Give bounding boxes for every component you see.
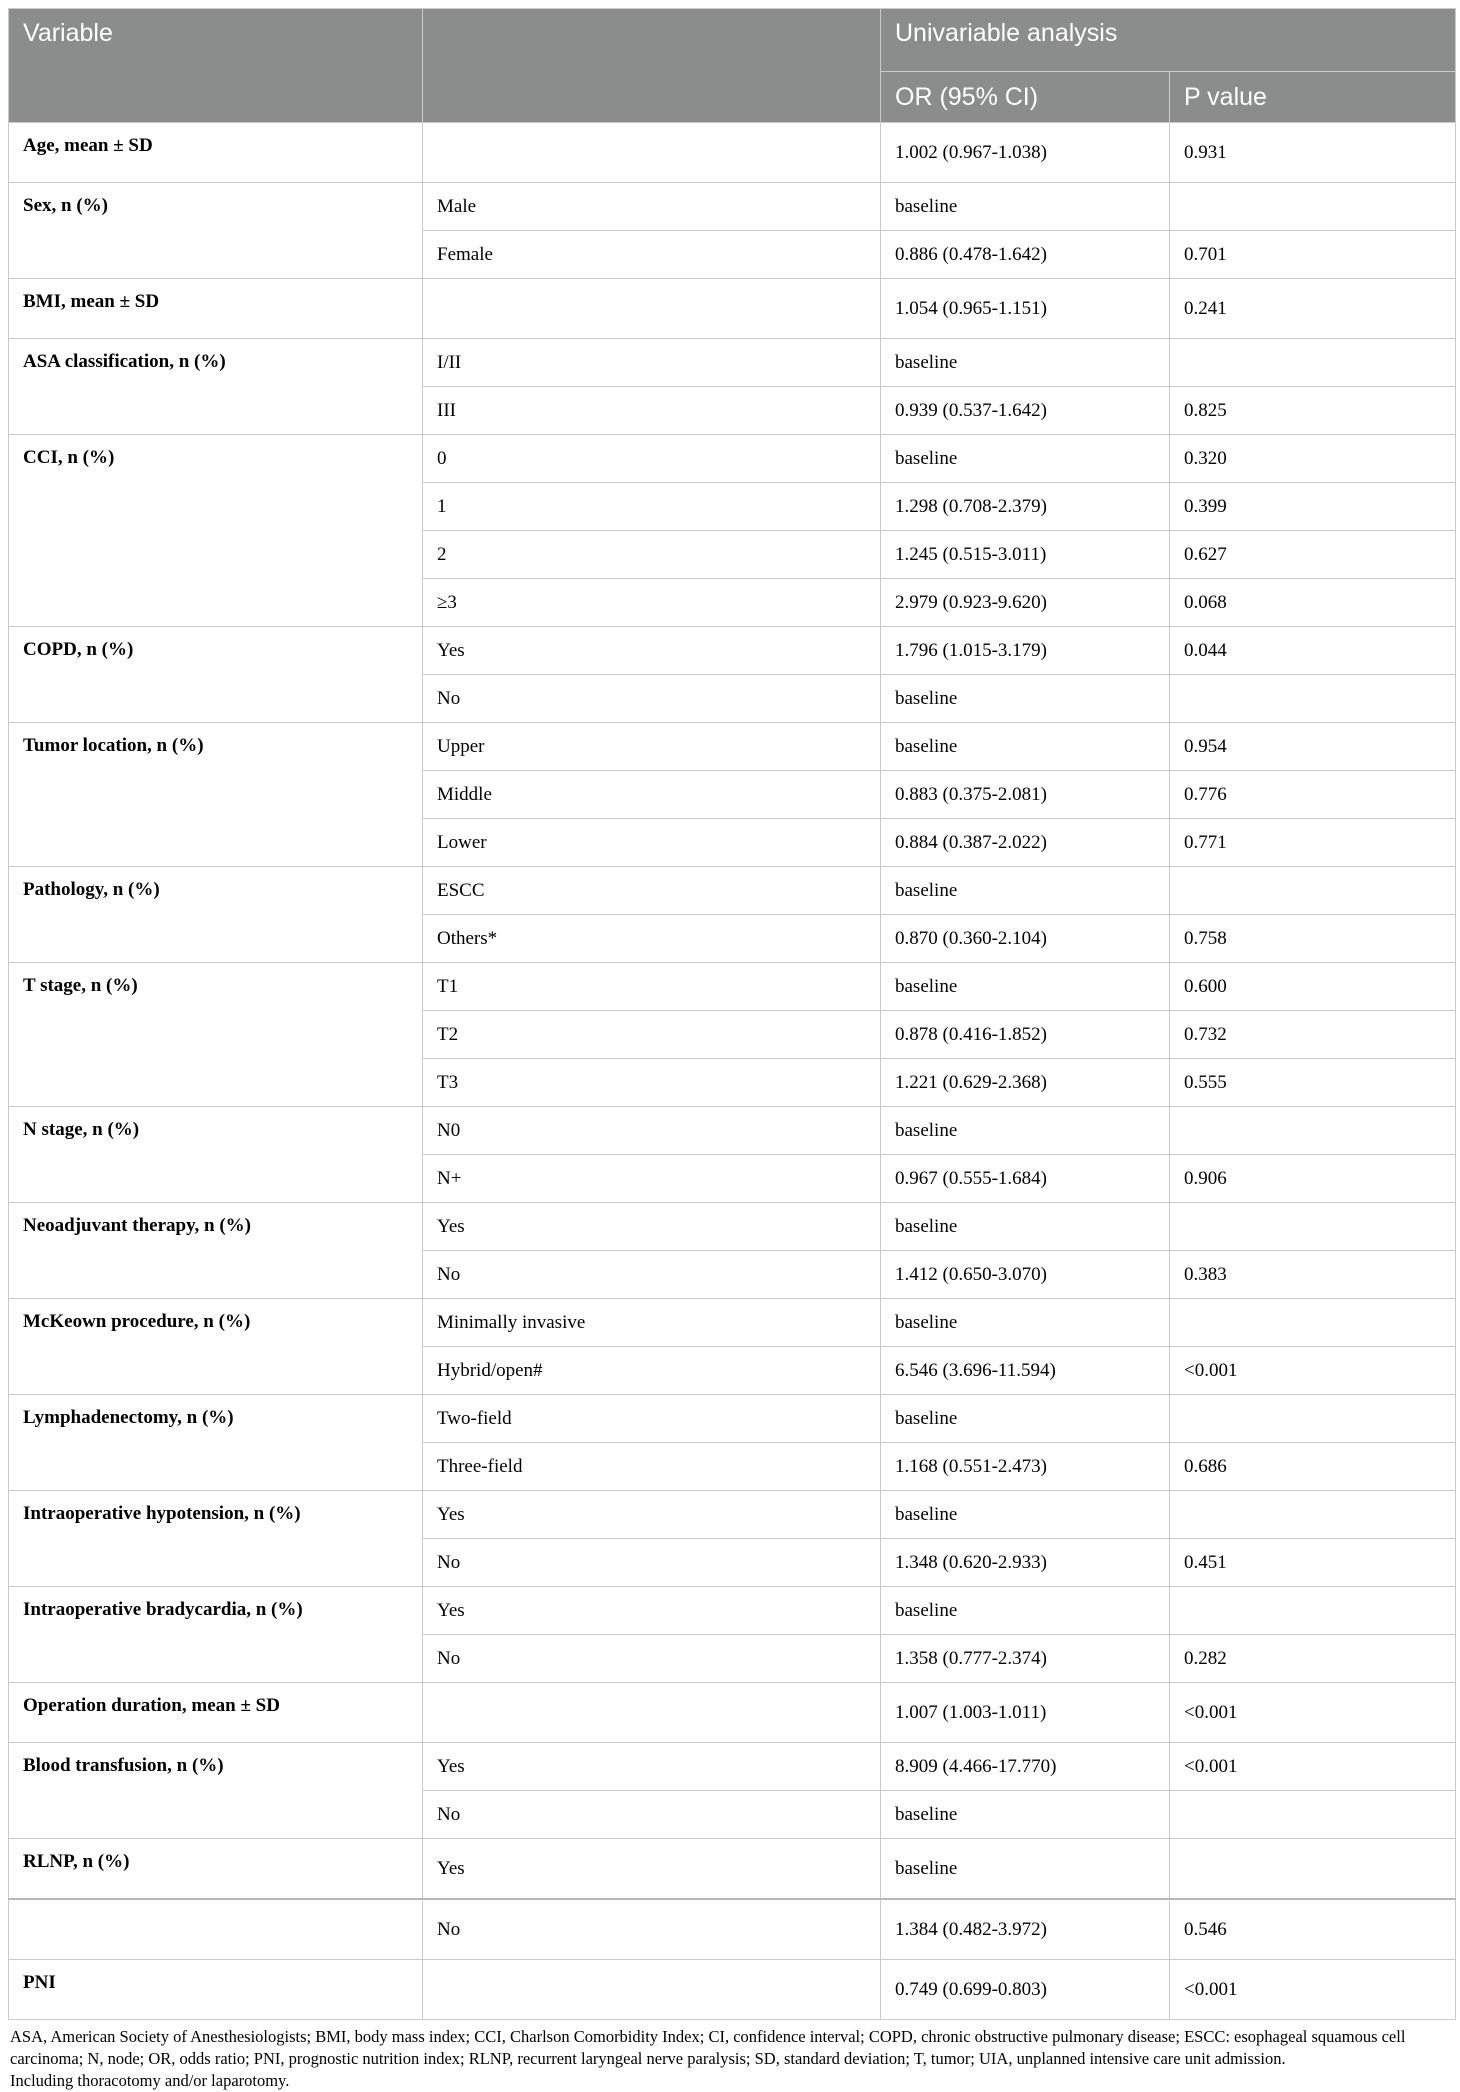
cell-subcategory: T2 [423, 1011, 881, 1059]
cell-p-value: <0.001 [1170, 1683, 1456, 1743]
cell-variable: Intraoperative hypotension, n (%) [9, 1491, 423, 1587]
cell-p-value: <0.001 [1170, 1347, 1456, 1395]
table-row [9, 867, 1456, 915]
cell-variable: BMI, mean ± SD [9, 279, 423, 339]
header-p-value: P value [1170, 72, 1456, 123]
cell-subcategory: Male [423, 183, 881, 231]
cell-subcategory: N+ [423, 1155, 881, 1203]
table-row [9, 963, 1456, 1011]
cell-subcategory: No [423, 1899, 881, 1960]
table-footnotes [8, 2026, 1457, 2092]
cell-p-value: <0.001 [1170, 1960, 1456, 2020]
cell-p-value [1170, 1107, 1456, 1155]
cell-variable: ASA classification, n (%) [9, 339, 423, 435]
cell-p-value: 0.954 [1170, 723, 1456, 771]
cell-p-value [1170, 867, 1456, 915]
cell-variable: Neoadjuvant therapy, n (%) [9, 1203, 423, 1299]
cell-p-value: 0.555 [1170, 1059, 1456, 1107]
table-row [9, 1683, 1456, 1743]
cell-p-value: 0.600 [1170, 963, 1456, 1011]
cell-p-value: 0.686 [1170, 1443, 1456, 1491]
cell-subcategory: Three-field [423, 1443, 881, 1491]
cell-or-ci: baseline [881, 183, 1170, 231]
cell-p-value [1170, 1491, 1456, 1539]
cell-or-ci: 0.883 (0.375-2.081) [881, 771, 1170, 819]
table-row [9, 279, 1456, 339]
cell-or-ci: baseline [881, 339, 1170, 387]
cell-p-value: 0.241 [1170, 279, 1456, 339]
cell-p-value: 0.931 [1170, 123, 1456, 183]
cell-subcategory: Upper [423, 723, 881, 771]
cell-variable: PNI [9, 1960, 423, 2020]
cell-or-ci: 1.221 (0.629-2.368) [881, 1059, 1170, 1107]
cell-subcategory: Yes [423, 627, 881, 675]
cell-or-ci: 0.870 (0.360-2.104) [881, 915, 1170, 963]
table-row [9, 1491, 1456, 1539]
cell-subcategory: Minimally invasive [423, 1299, 881, 1347]
cell-subcategory: I/II [423, 339, 881, 387]
cell-subcategory: No [423, 675, 881, 723]
header-variable: Variable [9, 9, 423, 123]
table-row [9, 1960, 1456, 2020]
cell-p-value [1170, 1587, 1456, 1635]
cell-subcategory: 0 [423, 435, 881, 483]
cell-subcategory: Yes [423, 1491, 881, 1539]
cell-subcategory: N0 [423, 1107, 881, 1155]
cell-p-value [1170, 675, 1456, 723]
cell-subcategory [423, 123, 881, 183]
univariable-analysis-table [8, 8, 1456, 2020]
cell-p-value: 0.282 [1170, 1635, 1456, 1683]
cell-variable: COPD, n (%) [9, 627, 423, 723]
table-row [9, 627, 1456, 675]
cell-variable: RLNP, n (%) [9, 1839, 423, 1900]
cell-subcategory: T3 [423, 1059, 881, 1107]
cell-subcategory: T1 [423, 963, 881, 1011]
cell-subcategory: No [423, 1635, 881, 1683]
cell-subcategory: Yes [423, 1839, 881, 1900]
cell-variable [9, 1899, 423, 1960]
cell-or-ci: 1.245 (0.515-3.011) [881, 531, 1170, 579]
cell-or-ci: 1.298 (0.708-2.379) [881, 483, 1170, 531]
cell-subcategory: ESCC [423, 867, 881, 915]
cell-variable: Operation duration, mean ± SD [9, 1683, 423, 1743]
cell-subcategory: No [423, 1539, 881, 1587]
cell-or-ci: 1.002 (0.967-1.038) [881, 123, 1170, 183]
cell-or-ci: 1.348 (0.620-2.933) [881, 1539, 1170, 1587]
cell-p-value [1170, 1203, 1456, 1251]
cell-p-value: 0.771 [1170, 819, 1456, 867]
table-row [9, 435, 1456, 483]
cell-subcategory: Yes [423, 1587, 881, 1635]
cell-variable: Pathology, n (%) [9, 867, 423, 963]
cell-or-ci: 1.796 (1.015-3.179) [881, 627, 1170, 675]
cell-subcategory: Middle [423, 771, 881, 819]
cell-or-ci: 0.749 (0.699-0.803) [881, 1960, 1170, 2020]
table-container [8, 8, 1455, 2092]
header-univariable-analysis: Univariable analysis [881, 9, 1456, 72]
table-row [9, 1899, 1456, 1960]
table-row [9, 183, 1456, 231]
cell-subcategory: Female [423, 231, 881, 279]
cell-p-value: 0.906 [1170, 1155, 1456, 1203]
cell-variable: CCI, n (%) [9, 435, 423, 627]
cell-p-value: 0.383 [1170, 1251, 1456, 1299]
cell-p-value: 0.044 [1170, 627, 1456, 675]
table-row [9, 1395, 1456, 1443]
cell-p-value: 0.627 [1170, 531, 1456, 579]
cell-p-value [1170, 1839, 1456, 1900]
cell-subcategory: No [423, 1791, 881, 1839]
cell-subcategory: 2 [423, 531, 881, 579]
cell-or-ci: 0.967 (0.555-1.684) [881, 1155, 1170, 1203]
cell-subcategory: Yes [423, 1203, 881, 1251]
cell-or-ci: baseline [881, 1107, 1170, 1155]
cell-variable: McKeown procedure, n (%) [9, 1299, 423, 1395]
cell-or-ci: 0.884 (0.387-2.022) [881, 819, 1170, 867]
cell-or-ci: baseline [881, 1587, 1170, 1635]
cell-subcategory [423, 1960, 881, 2020]
cell-subcategory: III [423, 387, 881, 435]
cell-or-ci: baseline [881, 723, 1170, 771]
cell-p-value [1170, 339, 1456, 387]
cell-or-ci: 8.909 (4.466-17.770) [881, 1743, 1170, 1791]
cell-p-value: 0.546 [1170, 1899, 1456, 1960]
footnote-hybrid-open: Including thoracotomy and/or laparotomy. [10, 2071, 290, 2090]
cell-subcategory: Yes [423, 1743, 881, 1791]
table-body [9, 123, 1456, 2020]
cell-variable: Tumor location, n (%) [9, 723, 423, 867]
table-row [9, 1299, 1456, 1347]
cell-subcategory: 1 [423, 483, 881, 531]
header-or-ci: OR (95% CI) [881, 72, 1170, 123]
cell-or-ci: baseline [881, 675, 1170, 723]
cell-p-value: 0.776 [1170, 771, 1456, 819]
cell-or-ci: baseline [881, 867, 1170, 915]
table-row [9, 1107, 1456, 1155]
cell-or-ci: 1.412 (0.650-3.070) [881, 1251, 1170, 1299]
cell-p-value: 0.701 [1170, 231, 1456, 279]
cell-p-value [1170, 1791, 1456, 1839]
cell-p-value [1170, 1395, 1456, 1443]
table-header [9, 9, 1456, 123]
cell-or-ci: baseline [881, 1299, 1170, 1347]
table-row [9, 1743, 1456, 1791]
footnote-abbreviations: ASA, American Society of Anesthesiologists; BMI, body mass index; CCI, Charlson Comorbidity Index; CI, confidence interval; COPD, chronic obstructive pulmonary disease; ESCC: esophageal squamous cell carcinoma; N, node; OR, odds ratio; PNI, prognostic nutrition index; RLNP, recurrent laryngeal nerve paralysis; SD, standard deviation; T, tumor; UIA, unplanned intensive care unit admission. [10, 2027, 1406, 2068]
table-row [9, 1587, 1456, 1635]
cell-or-ci: 1.358 (0.777-2.374) [881, 1635, 1170, 1683]
cell-subcategory: Hybrid/open# [423, 1347, 881, 1395]
cell-variable: Age, mean ± SD [9, 123, 423, 183]
cell-or-ci: 1.007 (1.003-1.011) [881, 1683, 1170, 1743]
cell-variable: N stage, n (%) [9, 1107, 423, 1203]
cell-or-ci: baseline [881, 963, 1170, 1011]
cell-variable: Intraoperative bradycardia, n (%) [9, 1587, 423, 1683]
cell-or-ci: 1.168 (0.551-2.473) [881, 1443, 1170, 1491]
cell-or-ci: 2.979 (0.923-9.620) [881, 579, 1170, 627]
cell-p-value: 0.320 [1170, 435, 1456, 483]
cell-p-value: 0.399 [1170, 483, 1456, 531]
cell-subcategory: Lower [423, 819, 881, 867]
table-row [9, 1203, 1456, 1251]
cell-p-value: 0.758 [1170, 915, 1456, 963]
cell-subcategory: Two-field [423, 1395, 881, 1443]
cell-or-ci: baseline [881, 1395, 1170, 1443]
cell-subcategory [423, 279, 881, 339]
cell-p-value: 0.732 [1170, 1011, 1456, 1059]
cell-or-ci: baseline [881, 1203, 1170, 1251]
cell-or-ci: baseline [881, 1491, 1170, 1539]
header-subcategory [423, 9, 881, 123]
cell-p-value [1170, 183, 1456, 231]
cell-or-ci: 1.384 (0.482-3.972) [881, 1899, 1170, 1960]
cell-or-ci: baseline [881, 1839, 1170, 1900]
cell-or-ci: 1.054 (0.965-1.151) [881, 279, 1170, 339]
cell-or-ci: 0.939 (0.537-1.642) [881, 387, 1170, 435]
cell-p-value: <0.001 [1170, 1743, 1456, 1791]
cell-p-value: 0.451 [1170, 1539, 1456, 1587]
cell-variable: Lymphadenectomy, n (%) [9, 1395, 423, 1491]
cell-subcategory: ≥3 [423, 579, 881, 627]
table-row [9, 339, 1456, 387]
table-row [9, 123, 1456, 183]
cell-subcategory: Others* [423, 915, 881, 963]
cell-variable: Sex, n (%) [9, 183, 423, 279]
table-row [9, 723, 1456, 771]
cell-variable: Blood transfusion, n (%) [9, 1743, 423, 1839]
table-row [9, 1839, 1456, 1900]
cell-or-ci: 0.886 (0.478-1.642) [881, 231, 1170, 279]
cell-or-ci: baseline [881, 1791, 1170, 1839]
cell-or-ci: 0.878 (0.416-1.852) [881, 1011, 1170, 1059]
cell-p-value: 0.068 [1170, 579, 1456, 627]
cell-variable: T stage, n (%) [9, 963, 423, 1107]
cell-subcategory: No [423, 1251, 881, 1299]
cell-or-ci: 6.546 (3.696-11.594) [881, 1347, 1170, 1395]
cell-p-value [1170, 1299, 1456, 1347]
cell-p-value: 0.825 [1170, 387, 1456, 435]
cell-subcategory [423, 1683, 881, 1743]
cell-or-ci: baseline [881, 435, 1170, 483]
